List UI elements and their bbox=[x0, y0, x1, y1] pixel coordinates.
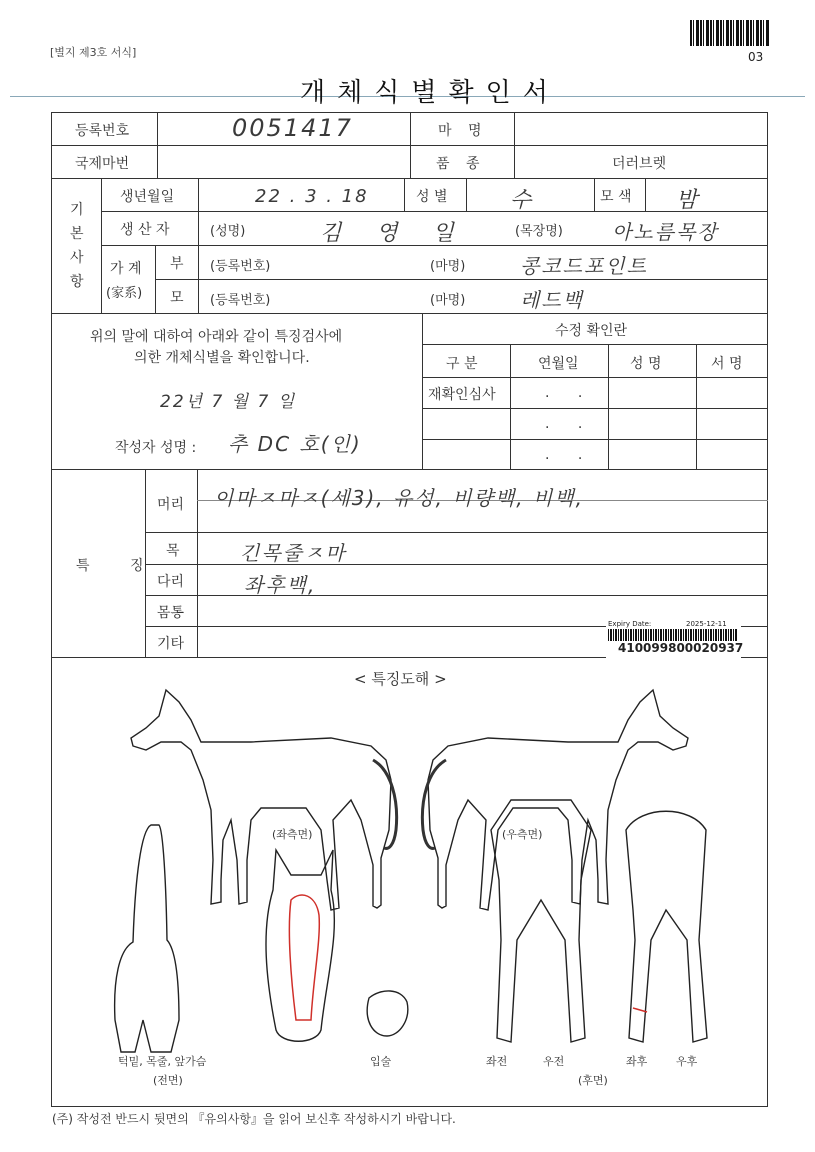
head-label: 머리 bbox=[157, 497, 185, 513]
rear-view-label: (후면) bbox=[578, 1074, 608, 1087]
form-number: [별지 제3호 서식] bbox=[50, 46, 137, 59]
head-value: 이마ㅈ마ㅈ(세3), 유성, 비량백, 비백, bbox=[214, 486, 584, 510]
producer-label: 생 산 자 bbox=[120, 222, 170, 238]
expiry-label: Expiry Date: bbox=[608, 620, 652, 628]
horse-left-side-drawing bbox=[131, 690, 397, 910]
revision-date-3: . . bbox=[545, 447, 595, 463]
horse-name-label: 마 명 bbox=[438, 123, 488, 139]
writer-signature: 추 DC 호(인) bbox=[228, 432, 362, 456]
other-label: 기타 bbox=[157, 636, 185, 652]
sticker-barcode bbox=[608, 629, 738, 641]
revision-date-1: . . bbox=[545, 385, 595, 401]
dam-label: 모 bbox=[170, 290, 184, 306]
neck-label: 목 bbox=[166, 543, 180, 559]
revision-col-name: 성 명 bbox=[630, 356, 662, 372]
neck-value: 긴목줄ㅈ마 bbox=[240, 541, 347, 565]
lips-caption: 입술 bbox=[370, 1055, 392, 1068]
front-view-label: (전면) bbox=[153, 1074, 183, 1087]
revision-row-recheck: 재확인심사 bbox=[428, 387, 496, 403]
writer-label: 작성자 성명 : bbox=[115, 440, 197, 456]
intl-number-label: 국제마번 bbox=[75, 156, 130, 172]
front-view-caption: 턱밑, 목줄, 앞가슴 bbox=[118, 1055, 207, 1068]
body-label: 몸통 bbox=[157, 605, 185, 621]
sire-reg-label: (등록번호) bbox=[210, 259, 271, 274]
sire-name-label: (마명) bbox=[430, 259, 466, 274]
revision-date-2: . . bbox=[545, 416, 595, 432]
left-side-caption: (좌측면) bbox=[272, 828, 313, 841]
coat-color-label: 모 색 bbox=[600, 189, 632, 205]
hind-right-caption: 우후 bbox=[676, 1055, 698, 1068]
confirm-text-line2: 의한 개체식별을 확인합니다. bbox=[134, 350, 310, 366]
producer-name-value: 김 영 일 bbox=[320, 221, 468, 246]
id-sticker bbox=[606, 618, 744, 658]
lineage-sub-label: (家系) bbox=[106, 286, 143, 301]
horse-front-view-drawing bbox=[115, 825, 179, 1052]
horse-head-drawing bbox=[266, 850, 334, 1041]
revision-col-sign: 서 명 bbox=[711, 356, 743, 372]
coat-color-value: 밤 bbox=[676, 188, 700, 213]
features-section-label: 특 징 bbox=[76, 558, 162, 574]
expiry-value: 2025-12-11 bbox=[686, 620, 727, 628]
sire-label: 부 bbox=[170, 256, 184, 272]
legs-value: 좌후백, bbox=[244, 573, 317, 597]
legs-label: 다리 bbox=[157, 574, 185, 590]
sex-value: 수 bbox=[510, 188, 534, 213]
right-side-caption: (우측면) bbox=[502, 828, 543, 841]
reg-number-value: 0051417 bbox=[232, 114, 353, 142]
horse-lips-drawing bbox=[367, 991, 408, 1036]
sex-label: 성 별 bbox=[416, 189, 448, 205]
revision-col-type: 구 분 bbox=[446, 356, 478, 372]
farm-name-label: (목장명) bbox=[515, 224, 563, 239]
basic-section-label: 기본사항 bbox=[70, 202, 84, 290]
confirm-text-line1: 위의 말에 대하여 아래와 같이 특징검사에 bbox=[90, 329, 343, 345]
lineage-label: 가 계 bbox=[110, 261, 142, 277]
fore-left-caption: 좌전 bbox=[486, 1055, 508, 1068]
birth-date-value: 22 . 3 . 18 bbox=[255, 186, 369, 207]
footer-note: (주) 작성전 반드시 뒷면의 『유의사항』을 읽어 보신후 작성하시기 바랍니다. bbox=[52, 1112, 456, 1126]
horse-rear-view-drawing bbox=[626, 811, 707, 1042]
head-marking bbox=[289, 895, 319, 1020]
dam-name-label: (마명) bbox=[430, 293, 466, 308]
dam-reg-label: (등록번호) bbox=[210, 293, 271, 308]
producer-name-label: (성명) bbox=[210, 224, 246, 239]
birth-date-label: 생년월일 bbox=[120, 189, 175, 205]
breed-label: 품 종 bbox=[436, 156, 486, 172]
revision-title: 수정 확인란 bbox=[555, 323, 628, 339]
sire-name-value: 콩코드포인트 bbox=[520, 254, 648, 278]
hind-left-caption: 좌후 bbox=[626, 1055, 648, 1068]
breed-value: 더러브렛 bbox=[612, 156, 667, 172]
page-title: 개체식별확인서 bbox=[300, 78, 560, 108]
confirm-date: 22년 7 월 7 일 bbox=[160, 392, 297, 412]
reg-number-label: 등록번호 bbox=[75, 123, 130, 139]
sticker-code: 410099800020937 bbox=[618, 641, 744, 655]
dam-name-value: 레드백 bbox=[520, 288, 584, 312]
diagram-title: < 특징도해 > bbox=[354, 670, 447, 688]
farm-name-value: 아노름목장 bbox=[612, 220, 719, 244]
barcode-top bbox=[690, 20, 770, 46]
fore-right-caption: 우전 bbox=[543, 1055, 565, 1068]
page-number: 03 bbox=[748, 50, 764, 64]
revision-col-date: 연월일 bbox=[538, 356, 579, 372]
horse-diagrams bbox=[51, 680, 768, 1080]
